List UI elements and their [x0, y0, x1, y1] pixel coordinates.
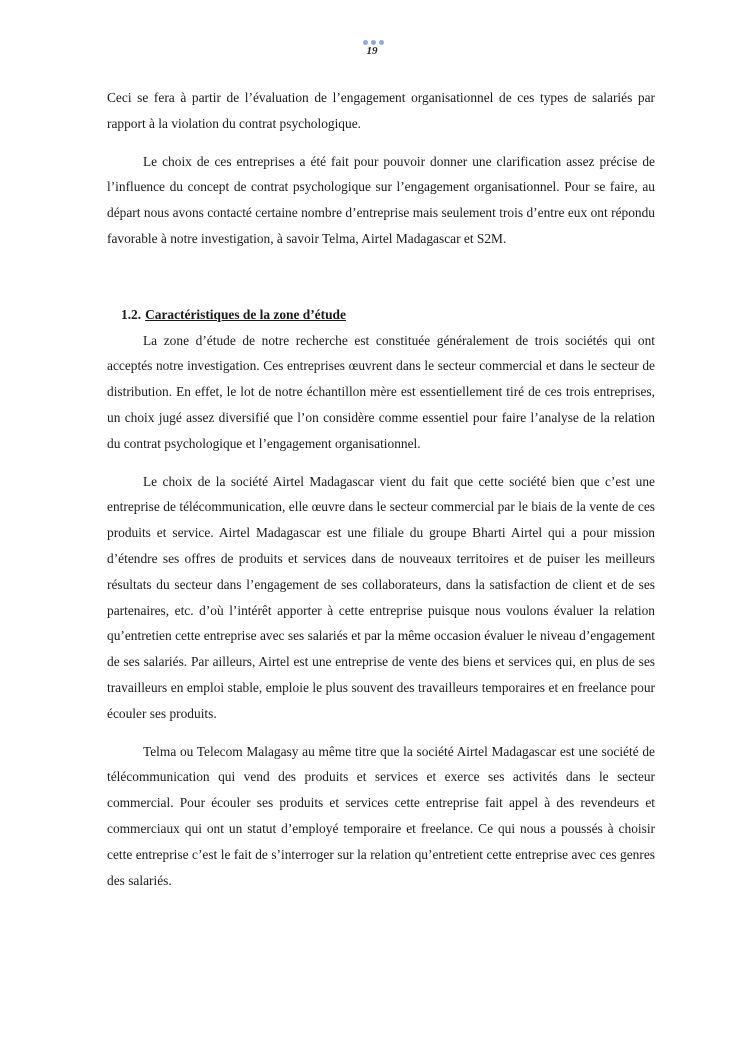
section-paragraph: Telma ou Telecom Malagasy au même titre que la société Airtel Madagascar est une société de télécommunication qui vend des produits et services et exerce ses activités dans le secteur commercial. Pour écouler ses produits et services cette entreprise fait appel à des revendeurs et commerciaux qui ont un statut d’employé temporaire et freelance. Ce qui nous a poussés à choisir cette entreprise c’est le fait de s’interroger sur la relation qu’entretient cette entreprise avec ces genres des salariés. [107, 743, 655, 888]
section-title: Caractéristiques de la zone d’étude [145, 306, 346, 322]
paragraph-intro: Ceci se fera à partir de l’évaluation de l’engagement organisationnel de ces types de salariés par rapport à la violation du contrat psychologique. [107, 90, 655, 131]
paragraph-choice: Le choix de ces entreprises a été fait pour pouvoir donner une clarification assez précise de l’influence du concept de contrat psychologique sur l’engagement organisationnel. Pour se faire, au départ nous avons contacté certaine nombre d’entreprise mais seulement trois d’entre eux ont répondu favorable à notre investigation, à savoir Telma, Airtel Madagascar et S2M. [107, 153, 655, 246]
section-number: 1.2. [121, 306, 142, 322]
dot-icon [379, 40, 384, 45]
section-heading [121, 302, 655, 328]
document-body [107, 85, 655, 893]
page-number: 19 [366, 45, 378, 57]
section-paragraph: La zone d’étude de notre recherche est constituée généralement de trois sociétés qui ont acceptés notre investigation. Ces entreprises œuvrent dans le secteur commercial et dans le secteur de distribution. En effet, le lot de notre échantillon mère est essentiellement tiré de ces trois entreprises, un choix jugé assez diversifié que l’on considère comme essentiel pour faire l’analyse de la relation du contrat psychologique et l’engagement organisationnel. [107, 332, 655, 451]
section-paragraph: Le choix de la société Airtel Madagascar vient du fait que cette société bien que c’est une entreprise de télécommunication, elle œuvre dans le secteur commercial par le biais de la vente de ces produits et service. Airtel Madagascar est une filiale du groupe Bharti Airtel qui a pour mission d’étendre ses offres de produits et services dans de nouveaux territoires et de puiser les meilleurs résultats du secteur dans l’engagement de ses collaborateurs, dans la satisfaction de client et de ses partenaires, etc. d’où l’intérêt apporter à cette entreprise puisque nous voulons évaluer la relation qu’entretien cette entreprise avec ses salariés et par la même occasion évaluer le niveau d’engagement de ses salariés. Par ailleurs, Airtel est une entreprise de vente des biens et services qui, en plus de ses travailleurs en emploi stable, emploie le plus souvent des travailleurs temporaires et en freelance pour écouler ses produits. [107, 473, 655, 721]
page-header [0, 40, 744, 57]
